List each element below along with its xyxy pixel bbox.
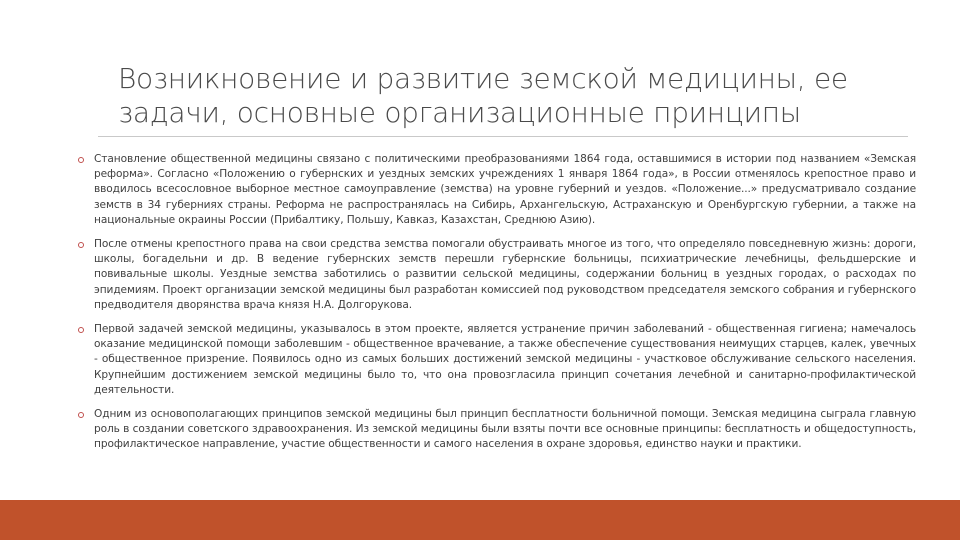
title-divider <box>98 136 908 137</box>
bullet-text: Одним из основополагающих принципов земской медицины был принцип бесплатности больничной помощи. Земская медицина сыграла главную роль в создании советского здравоохранения. Из земской медицины были взяты почти все основные принципы: бесплатность и общедоступность, профилактическое направление, участие общественности и самого населения в охране здоровья, единство науки и практики. <box>94 408 916 451</box>
bullet-text: Первой задачей земской медицины, указывалось в этом проекте, является устранение причин заболеваний - общественная гигиена; намечалось оказание медицинской помощи заболевшим - общественное врачевание, а также обеспечение существования неимущих старцев, калек, увечных - общественное призрение. Появилось одно из самых больших достижений земской медицины - участковое обслуживание сельского населения. Крупнейшим достижением земской медицины было то, что она провозгласила принцип сочетания лечебной и санитарно-профилактической деятельности. <box>94 323 916 396</box>
bullet-list <box>76 152 916 462</box>
bullet-item <box>76 237 916 313</box>
bullet-item <box>76 152 916 228</box>
footer-accent-bar <box>0 500 960 540</box>
bullet-circle-icon <box>78 327 84 333</box>
bullet-item <box>76 322 916 398</box>
bullet-circle-icon <box>78 412 84 418</box>
bullet-text: После отмены крепостного права на свои средства земства помогали обустраивать многое из того, что определяло повседневную жизнь: дороги, школы, богадельни и др. В ведение губернских земств перешли губернские больницы, психиатрические лечебницы, фельдшерские и повивальные школы. Уездные земства заботились о развитии сельской медицины, содержании больниц в уездных городах, о расходах по эпидемиям. Проект организации земской медицины был разработан комиссией под руководством председателя земского собрания и губернского предводителя дворянства врача князя Н.А. Долгорукова. <box>94 238 916 311</box>
bullet-circle-icon <box>78 157 84 163</box>
bullet-circle-icon <box>78 242 84 248</box>
bullet-item <box>76 407 916 453</box>
slide-title: Возникновение и развитие земской медицины, ее задачи, основные организационные принципы <box>118 62 848 129</box>
bullet-text: Становление общественной медицины связано с политическими преобразованиями 1864 года, оставшимися в истории под названием «Земская реформа». Согласно «Положению о губернских и уездных земских учреждениях 1 января 1864 года», в России отменялось крепостное право и вводилось всесословное выборное местное самоуправление (земства) на уровне губерний и уездов. «Положение...» предусматривало создание земств в 34 губерниях страны. Реформа не распространялась на Сибирь, Архангельскую, Астраханскую и Оренбургскую губернии, а также на национальные окраины России (Прибалтику, Польшу, Кавказ, Казахстан, Среднюю Азию). <box>94 153 916 226</box>
